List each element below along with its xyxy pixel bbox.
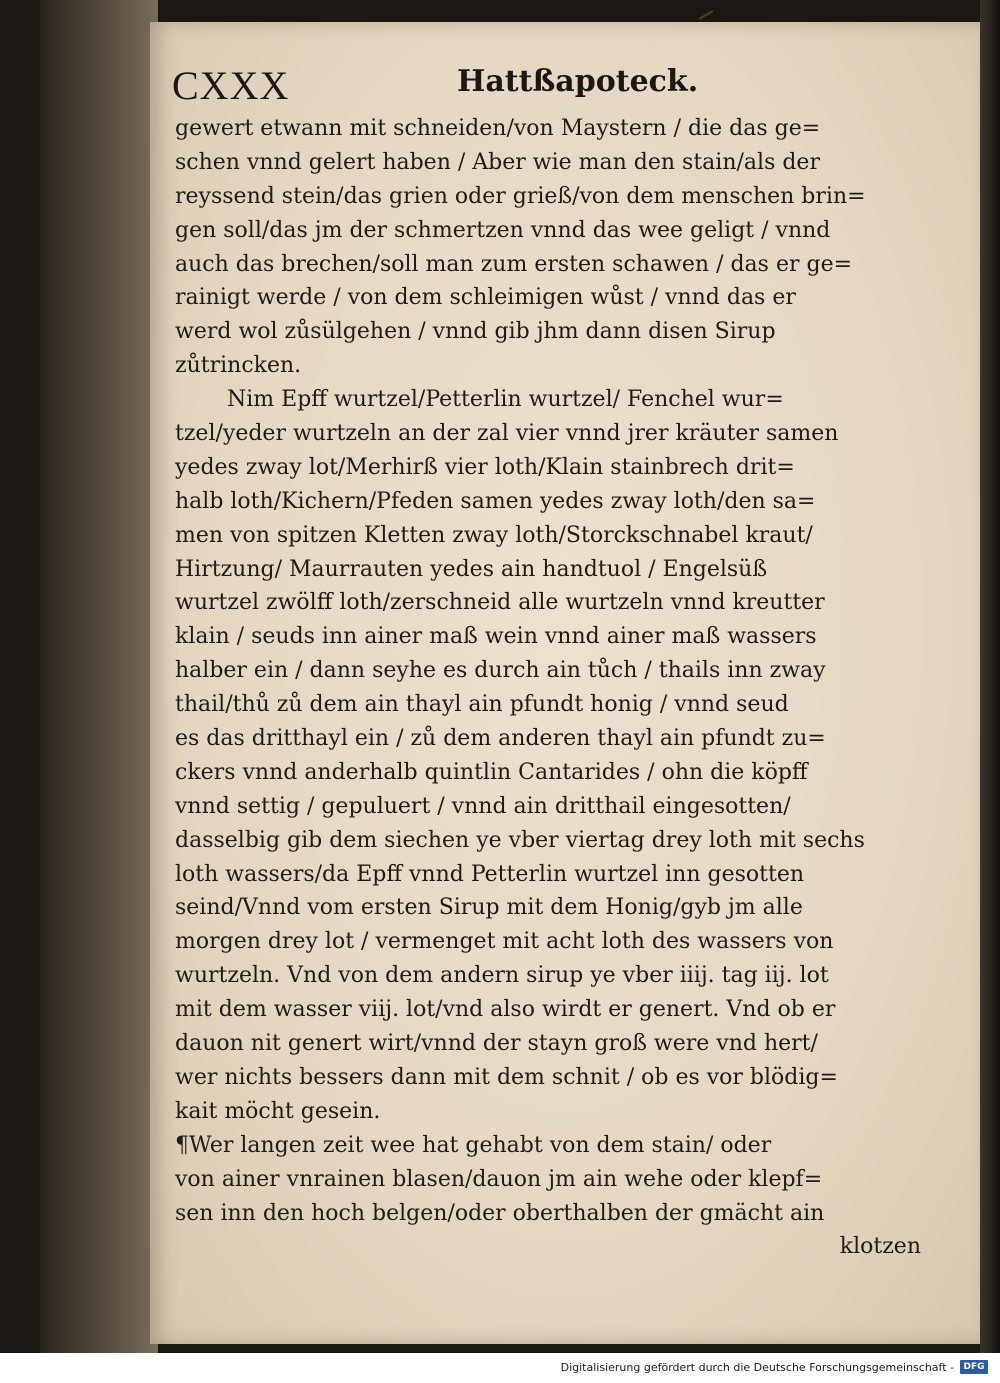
text-line: wer nichts bessers dann mit dem schnit / ob es vor blödig= — [175, 1064, 838, 1090]
text-line: yedes zway lot/Merhirß vier loth/Klain stainbrech drit= — [175, 454, 795, 480]
text-line: werd wol zůsülgehen / vnnd gib jhm dann disen Sirup — [175, 319, 776, 345]
text-line: men von spitzen Kletten zway loth/Storckschnabel kraut/ — [175, 522, 813, 548]
text-line: halb loth/Kichern/Pfeden samen yedes zway loth/den sa= — [175, 488, 816, 514]
text-line: reyssend stein/das grien oder grieß/von dem menschen brin= — [175, 183, 866, 209]
text-line: schen vnnd gelert haben / Aber wie man den stain/als der — [175, 149, 820, 175]
text-line: mit dem wasser viij. lot/vnd also wirdt er genert. Vnd ob er — [175, 997, 836, 1023]
dfg-logo: DFG — [960, 1360, 988, 1374]
text-line: gewert etwann mit schneiden/von Maystern / die das ge= — [175, 116, 821, 141]
text-line: gen soll/das jm der schmertzen vnnd das wee geligt / vnnd — [175, 217, 831, 243]
text-line: es das dritthayl ein / zů dem anderen thayl ain pfundt zu= — [175, 726, 826, 752]
text-line: sen inn den hoch belgen/oder oberthalben der gmächt ain — [175, 1200, 825, 1226]
text-line: wurtzel zwölff loth/zerschneid alle wurtzeln vnnd kreutter — [175, 590, 825, 616]
text-line: zůtrincken. — [175, 353, 302, 379]
footer-bar — [0, 1353, 1000, 1383]
text-line: Hirtzung/ Maurrauten yedes ain handtuol / Engelsüß — [175, 556, 768, 582]
text-line: loth wassers/da Epff vnnd Petterlin wurtzel inn gesotten — [175, 861, 805, 887]
text-line: kait möcht gesein. — [175, 1098, 381, 1124]
running-title: Hattßapoteck. — [457, 64, 699, 99]
text-line: dasselbig gib dem siechen ye vber viertag drey loth mit sechs — [175, 827, 865, 853]
text-line: halber ein / dann seyhe es durch ain tůch / thails inn zway — [175, 658, 826, 684]
text-line: tzel/yeder wurtzeln an der zal vier vnnd jrer kräuter samen — [175, 421, 839, 447]
page-body — [175, 112, 935, 1264]
text-line: thail/thů zů dem ain thayl ain pfundt honig / vnnd seud — [175, 692, 789, 718]
binding-edge — [40, 0, 158, 1353]
text-line: vnnd settig / gepuluert / vnnd ain dritthail eingesotten/ — [175, 793, 791, 819]
text-line: Nim Epff wurtzel/Petterlin wurtzel/ Fenchel wur= — [227, 387, 784, 413]
text-line: ¶Wer langen zeit wee hat gehabt von dem stain/ oder — [175, 1132, 772, 1158]
funding-credit: Digitalisierung gefördert durch die Deutsche Forschungsgemeinschaft - — [560, 1361, 954, 1374]
page-header — [172, 62, 699, 112]
folio-number: CXXX — [172, 63, 290, 108]
text-line: dauon nit genert wirt/vnnd der stayn groß were vnd hert/ — [175, 1031, 818, 1057]
text-line: auch das brechen/soll man zum ersten schawen / das er ge= — [175, 251, 853, 277]
catchword: klotzen — [839, 1234, 921, 1260]
text-line: von ainer vnrainen blasen/dauon jm ain wehe oder klepf= — [175, 1166, 823, 1192]
text-line: klain / seuds inn ainer maß wein vnnd ainer maß wassers — [175, 624, 817, 650]
text-line: wurtzeln. Vnd von dem andern sirup ye vber iiij. tag iij. lot — [175, 963, 829, 989]
text-line: ckers vnnd anderhalb quintlin Cantarides / ohn die köpff — [175, 759, 808, 785]
text-line: seind/Vnnd vom ersten Sirup mit dem Honig/gyb jm alle — [175, 895, 803, 921]
text-line: rainigt werde / von dem schleimigen wůst / vnnd das er — [175, 285, 796, 311]
right-edge — [980, 0, 1000, 1353]
text-line: morgen drey lot / vermenget mit acht loth des wassers von — [175, 929, 834, 955]
